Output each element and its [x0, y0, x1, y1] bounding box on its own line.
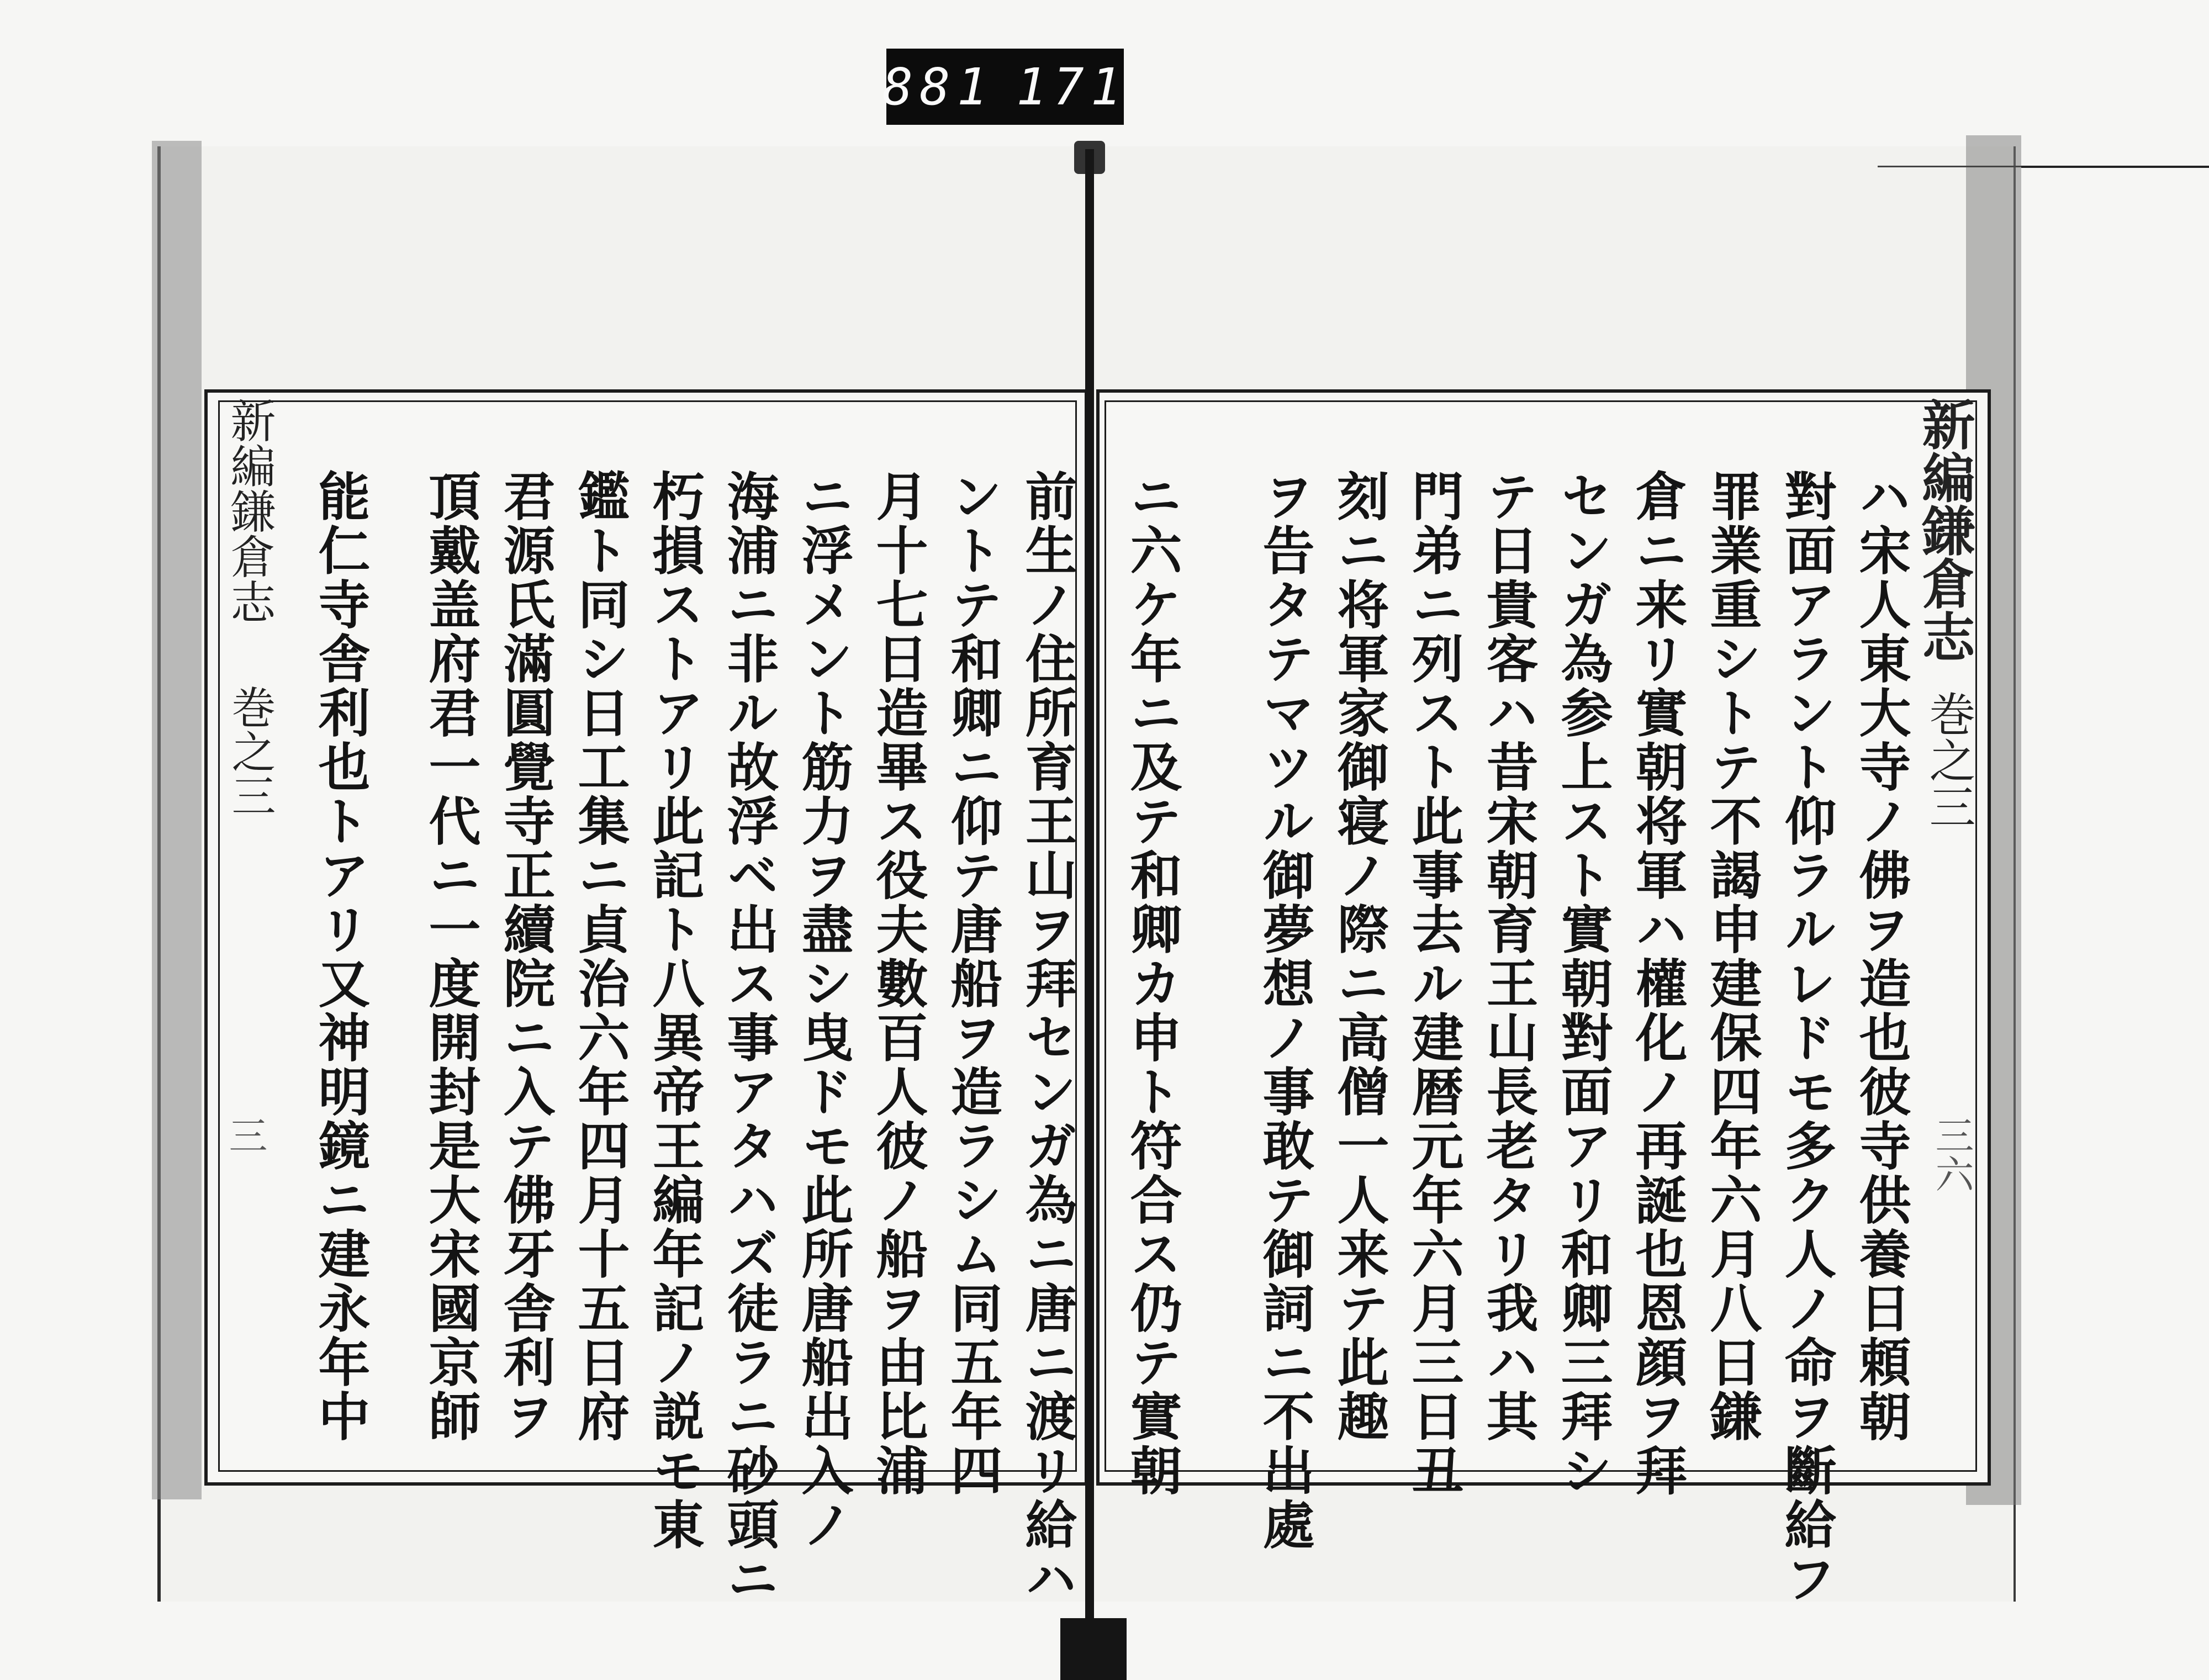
- right-page-inner-border: [1104, 400, 1977, 1606]
- right-page-volume: 巻之三: [1922, 690, 1976, 830]
- left-page-column: 頂戴盖府君一代ニ一度開封是大宋國京師: [420, 469, 480, 1444]
- right-page-number: 三六: [1929, 1116, 1974, 1193]
- right-page-column: テ日貴客ハ昔宋朝育王山長老タリ我ハ其: [1477, 469, 1538, 1444]
- right-page-column: 罪業重シトテ不謁申建保四年六月八日鎌: [1701, 469, 1762, 1444]
- left-page-title: 新編鎌倉志: [223, 398, 276, 624]
- left-page-column: 鑑ト同シ日工集ニ貞治六年四月十五日府: [569, 469, 630, 1444]
- book-spine-string: [1085, 149, 1094, 1629]
- left-page-edge: [152, 141, 202, 1499]
- left-page-volume: 巻之三: [224, 685, 276, 817]
- archive-label: [882, 49, 1128, 125]
- archive-label-left: 881: [882, 57, 994, 117]
- right-page-column: ニ六ケ年ニ及テ和卿カ申ト符合ス仍テ實朝: [1121, 469, 1182, 1498]
- spine-weight: [1060, 1618, 1127, 1680]
- left-page-column: 君源氏滿圓覺寺正續院ニ入テ佛牙舎利ヲ: [494, 469, 555, 1444]
- archive-label-right: 171: [1016, 57, 1128, 117]
- left-page-column: 海浦ニ非ル故浮ベ出ス事アタハズ徒ラニ砂頭ニ: [718, 469, 779, 1606]
- left-page-column: ニ浮メント筋力ヲ盡シ曳ドモ此所唐船出入ノ: [792, 469, 853, 1552]
- right-page-column: ヲ告タテマツル御夢想ノ事敢テ御詞ニ不出處: [1254, 469, 1314, 1552]
- rule-line-extension: [2021, 166, 2209, 168]
- left-page-column: ントテ和卿ニ仰テ唐船ヲ造ラシム同五年四: [942, 469, 1002, 1498]
- right-page-title: 新編鎌倉志: [1914, 398, 1976, 663]
- left-page-column: 朽損ストアリ此記ト八異帝王編年記ノ説モ東: [643, 469, 704, 1552]
- right-page-column: 刻ニ将軍家御寝ノ際ニ高僧一人来テ此趣: [1328, 469, 1389, 1444]
- right-page-column: 門弟ニ列スト此事去ル建暦元年六月三日丑: [1403, 469, 1463, 1498]
- left-page-column: 能仁寺舎利也トアリ又神明鏡ニ建永年中: [309, 469, 370, 1444]
- right-page-column: ハ宋人東大寺ノ佛ヲ造也彼寺供養日頼朝: [1850, 469, 1911, 1444]
- right-page-column: 對面アラント仰ラルレドモ多ク人ノ命ヲ斷給フ: [1775, 469, 1836, 1606]
- rule-line: [1878, 166, 2021, 167]
- left-page-column: 月十七日造畢ス役夫數百人彼ノ船ヲ由比浦: [867, 469, 928, 1498]
- left-page-column: 前生ノ住所育王山ヲ拜センガ為ニ唐ニ渡リ給ハ: [1016, 469, 1077, 1606]
- left-page-number: 三: [223, 1116, 268, 1154]
- right-page-column: センガ為参上スト實朝對面アリ和卿三拜シ: [1552, 469, 1613, 1498]
- right-page-column: 倉ニ来リ實朝将軍ハ權化ノ再誕也恩顔ヲ拜: [1626, 469, 1687, 1498]
